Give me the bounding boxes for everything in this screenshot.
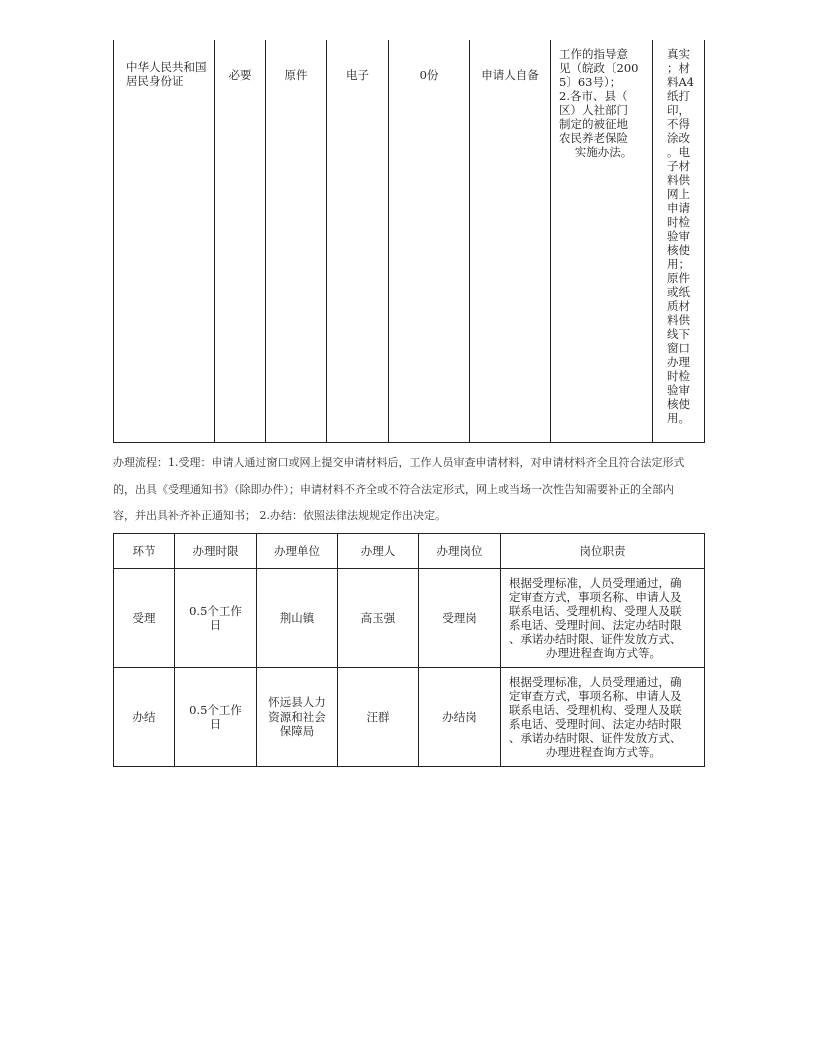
step-cell: 受理 xyxy=(114,569,175,668)
req-line: 核使 xyxy=(667,243,690,257)
material-required: 必要 xyxy=(215,40,266,443)
table-row xyxy=(114,668,705,767)
materials-table xyxy=(113,40,705,443)
req-line: ；材 xyxy=(667,61,690,75)
process-table-header xyxy=(114,534,705,569)
req-line: 窗口 xyxy=(667,341,690,355)
header-person: 办理人 xyxy=(338,534,419,569)
req-line: 。电 xyxy=(667,145,690,159)
duty-cell xyxy=(501,569,705,668)
post-cell: 受理岗 xyxy=(419,569,501,668)
req-line: 原件 xyxy=(667,271,690,285)
duty-line: 系电话、受理时间、法定办结时限 xyxy=(509,618,682,632)
time-line: 0.5个工作 xyxy=(189,604,242,618)
req-line: 线下 xyxy=(667,327,690,341)
unit-cell xyxy=(257,569,338,668)
req-line: 质材 xyxy=(667,299,690,313)
duty-line: 、承诺办结时限、证件发放方式、 xyxy=(509,731,682,745)
material-requirement xyxy=(653,40,705,443)
req-line: 纸打 xyxy=(667,89,690,103)
basis-line: 制定的被征地 xyxy=(559,117,628,131)
process-flow-text: 办理流程：1.受理：申请人通过窗口或网上提交申请材料后，工作人员审查申请材料，对申请材料齐全且符合法定形式的，出具《受理通知书》（除即办件）；申请材料不齐全或不符合法定形式，网上或当场一次性告知需要补正的全部内容，并出具补齐补正通知书； 2.办结：依照法律法规规定作出决定。 xyxy=(113,456,685,522)
duty-last-line: 办理进程查询方式等。 xyxy=(546,646,661,660)
time-limit-cell xyxy=(175,668,257,767)
header-unit: 办理单位 xyxy=(257,534,338,569)
duty-line: 定审查方式，事项名称、申请人及 xyxy=(509,689,682,703)
duty-cell xyxy=(501,668,705,767)
req-line: 印， xyxy=(667,103,690,117)
req-line: 验审 xyxy=(667,229,690,243)
unit-line: 保障局 xyxy=(279,724,315,739)
material-name xyxy=(114,40,215,443)
basis-line: 区）人社部门 xyxy=(559,103,628,117)
req-line: 料供 xyxy=(667,313,690,327)
duty-line: 、承诺办结时限、证件发放方式、 xyxy=(509,632,682,646)
basis-line: 工作的指导意 xyxy=(559,47,628,61)
header-duty: 岗位职责 xyxy=(501,534,705,569)
header-post: 办理岗位 xyxy=(419,534,501,569)
req-line: 网上 xyxy=(667,187,690,201)
req-line: 料供 xyxy=(667,173,690,187)
material-source: 申请人自备 xyxy=(470,40,551,443)
req-line: 不得 xyxy=(667,117,690,131)
time-line: 0.5个工作 xyxy=(189,703,242,717)
duty-last-line: 办理进程查询方式等。 xyxy=(546,745,661,759)
person-cell: 高玉强 xyxy=(338,569,419,668)
basis-last-line: 实施办法。 xyxy=(574,145,633,159)
time-line: 日 xyxy=(209,618,222,632)
header-step: 环节 xyxy=(114,534,175,569)
material-carrier: 电子 xyxy=(327,40,389,443)
time-line: 日 xyxy=(209,717,222,731)
req-line: 或纸 xyxy=(667,285,690,299)
req-line: 核使 xyxy=(667,397,690,411)
req-line: 子材 xyxy=(667,159,690,173)
basis-line: 见（皖政〔200 xyxy=(559,61,639,75)
unit-line: 怀远县人力 xyxy=(268,695,326,710)
duty-line: 联系电话、受理机构、受理人及联 xyxy=(509,703,682,717)
post-cell: 办结岗 xyxy=(419,668,501,767)
req-line: 时检 xyxy=(667,215,690,229)
req-line: 涂改 xyxy=(667,131,690,145)
material-form: 原件 xyxy=(266,40,327,443)
duty-line: 联系电话、受理机构、受理人及联 xyxy=(509,604,682,618)
table-row xyxy=(114,569,705,668)
material-basis xyxy=(551,40,653,443)
time-limit-cell xyxy=(175,569,257,668)
req-line: 办理 xyxy=(667,355,690,369)
req-line: 用。 xyxy=(667,411,690,425)
req-line: 申请 xyxy=(667,201,690,215)
duty-line: 定审查方式，事项名称、申请人及 xyxy=(509,590,682,604)
material-name-text: 中华人民共和国居民身份证 xyxy=(126,60,207,88)
basis-line: 2.各市、县（ xyxy=(559,89,628,103)
material-row xyxy=(114,40,705,443)
step-cell: 办结 xyxy=(114,668,175,767)
req-line: 真实 xyxy=(667,47,690,61)
material-copies: 0份 xyxy=(389,40,470,443)
header-time-limit: 办理时限 xyxy=(175,534,257,569)
basis-line: 5〕63号）； xyxy=(559,75,622,89)
process-table xyxy=(113,533,705,767)
req-line: 料A4 xyxy=(667,75,695,89)
duty-line: 系电话、受理时间、法定办结时限 xyxy=(509,717,682,731)
unit-line: 资源和社会 xyxy=(268,709,326,724)
unit-cell xyxy=(257,668,338,767)
unit-line: 荆山镇 xyxy=(279,610,315,625)
req-line: 时检 xyxy=(667,369,690,383)
req-line: 验审 xyxy=(667,383,690,397)
duty-line: 根据受理标准，人员受理通过，确 xyxy=(509,675,682,689)
person-cell: 汪群 xyxy=(338,668,419,767)
duty-line: 根据受理标准，人员受理通过，确 xyxy=(509,576,682,590)
req-line: 用； xyxy=(667,257,690,271)
basis-line: 农民养老保险 xyxy=(559,131,628,145)
